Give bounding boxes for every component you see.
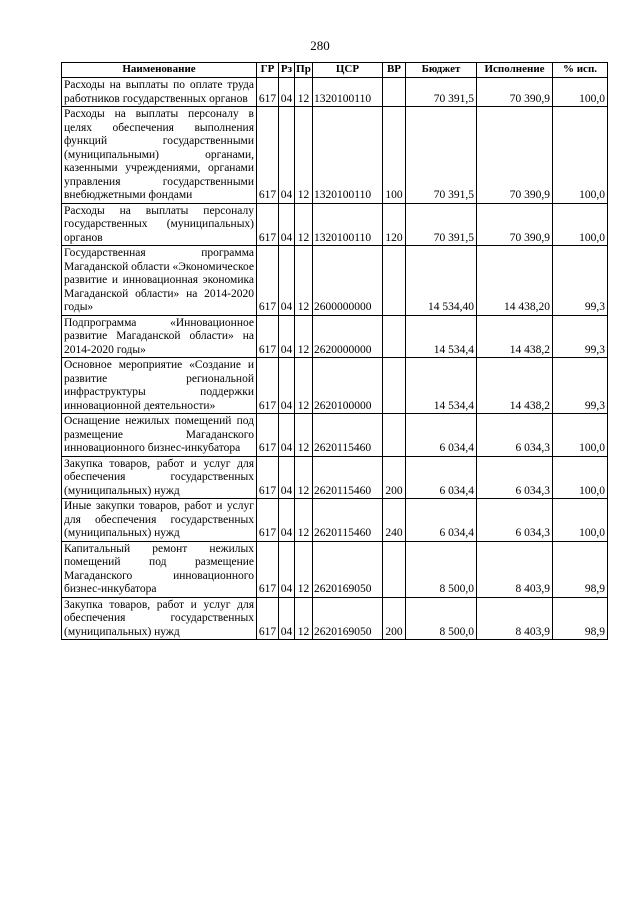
cell-csr: 1320100110 [313, 107, 383, 204]
cell-percent: 100,0 [553, 414, 608, 457]
cell-csr: 2620000000 [313, 315, 383, 358]
cell-execution: 8 403,9 [477, 597, 553, 640]
cell-gr: 617 [257, 203, 279, 246]
cell-gr: 617 [257, 246, 279, 316]
cell-execution: 70 390,9 [477, 107, 553, 204]
cell-gr: 617 [257, 315, 279, 358]
cell-name: Подпрограмма «Инновационное развитие Магаданской области» на 2014-2020 годы» [62, 315, 257, 358]
col-header-execution: Исполнение [477, 63, 553, 78]
cell-csr: 2620115460 [313, 414, 383, 457]
cell-pr: 12 [295, 358, 313, 414]
cell-pr: 12 [295, 315, 313, 358]
col-header-name: Наименование [62, 63, 257, 78]
cell-gr: 617 [257, 78, 279, 107]
cell-pr: 12 [295, 78, 313, 107]
cell-csr: 2620169050 [313, 541, 383, 597]
cell-gr: 617 [257, 107, 279, 204]
cell-rz: 04 [279, 456, 295, 499]
table-row [62, 414, 608, 457]
cell-budget: 8 500,0 [406, 541, 477, 597]
cell-gr: 617 [257, 597, 279, 640]
cell-gr: 617 [257, 358, 279, 414]
cell-budget: 6 034,4 [406, 456, 477, 499]
cell-csr: 2620169050 [313, 597, 383, 640]
cell-csr: 1320100110 [313, 78, 383, 107]
cell-pr: 12 [295, 541, 313, 597]
cell-budget: 14 534,4 [406, 315, 477, 358]
cell-name: Закупка товаров, работ и услуг для обеспечения государственных (муниципальных) нужд [62, 597, 257, 640]
cell-vr: 200 [383, 456, 406, 499]
cell-rz: 04 [279, 358, 295, 414]
cell-gr: 617 [257, 414, 279, 457]
cell-csr: 2620115460 [313, 456, 383, 499]
cell-name: Иные закупки товаров, работ и услуг для обеспечения государственных (муниципальных) нужд [62, 499, 257, 542]
cell-execution: 8 403,9 [477, 541, 553, 597]
cell-pr: 12 [295, 246, 313, 316]
cell-pr: 12 [295, 414, 313, 457]
col-header-percent: % исп. [553, 63, 608, 78]
cell-execution: 6 034,3 [477, 414, 553, 457]
cell-percent: 99,3 [553, 246, 608, 316]
cell-percent: 100,0 [553, 499, 608, 542]
table-row [62, 107, 608, 204]
col-header-pr: Пр [295, 63, 313, 78]
cell-budget: 6 034,4 [406, 499, 477, 542]
cell-rz: 04 [279, 315, 295, 358]
cell-percent: 98,9 [553, 541, 608, 597]
cell-name: Закупка товаров, работ и услуг для обеспечения государственных (муниципальных) нужд [62, 456, 257, 499]
cell-pr: 12 [295, 107, 313, 204]
table-row [62, 246, 608, 316]
cell-vr: 200 [383, 597, 406, 640]
table-row [62, 597, 608, 640]
table-row [62, 358, 608, 414]
cell-execution: 70 390,9 [477, 203, 553, 246]
cell-name: Основное мероприятие «Создание и развитие региональной инфраструктуры поддержки инновационной деятельности» [62, 358, 257, 414]
table-row [62, 456, 608, 499]
table-row [62, 499, 608, 542]
col-header-gr: ГР [257, 63, 279, 78]
cell-csr: 2620100000 [313, 358, 383, 414]
cell-gr: 617 [257, 456, 279, 499]
cell-name: Расходы на выплаты по оплате труда работников государственных органов [62, 78, 257, 107]
cell-budget: 70 391,5 [406, 203, 477, 246]
cell-rz: 04 [279, 107, 295, 204]
cell-execution: 6 034,3 [477, 456, 553, 499]
col-header-rz: Рз [279, 63, 295, 78]
cell-vr: 240 [383, 499, 406, 542]
cell-vr [383, 414, 406, 457]
table-body [62, 78, 608, 640]
cell-execution: 70 390,9 [477, 78, 553, 107]
cell-pr: 12 [295, 456, 313, 499]
table-row [62, 541, 608, 597]
cell-gr: 617 [257, 499, 279, 542]
cell-name: Государственная программа Магаданской области «Экономическое развитие и инновационная экономика Магаданской области» на 2014-2020 годы» [62, 246, 257, 316]
cell-pr: 12 [295, 203, 313, 246]
cell-gr: 617 [257, 541, 279, 597]
cell-execution: 14 438,2 [477, 358, 553, 414]
cell-percent: 100,0 [553, 78, 608, 107]
cell-budget: 70 391,5 [406, 107, 477, 204]
cell-name: Оснащение нежилых помещений под размещение Магаданского инновационного бизнес-инкубатора [62, 414, 257, 457]
cell-budget: 70 391,5 [406, 78, 477, 107]
cell-name: Расходы на выплаты персоналу в целях обеспечения выполнения функций государственными (муниципальными) органами, казенными учреждениями, органами управления государственными внебюджетными фондами [62, 107, 257, 204]
cell-vr [383, 246, 406, 316]
cell-budget: 14 534,4 [406, 358, 477, 414]
cell-rz: 04 [279, 414, 295, 457]
cell-vr [383, 315, 406, 358]
cell-percent: 99,3 [553, 315, 608, 358]
cell-vr [383, 358, 406, 414]
col-header-csr: ЦСР [313, 63, 383, 78]
cell-percent: 99,3 [553, 358, 608, 414]
cell-budget: 6 034,4 [406, 414, 477, 457]
cell-csr: 1320100110 [313, 203, 383, 246]
cell-pr: 12 [295, 499, 313, 542]
cell-budget: 8 500,0 [406, 597, 477, 640]
cell-execution: 14 438,20 [477, 246, 553, 316]
cell-rz: 04 [279, 499, 295, 542]
budget-table [61, 62, 608, 640]
table-row [62, 203, 608, 246]
page-number: 280 [310, 38, 330, 53]
cell-rz: 04 [279, 203, 295, 246]
cell-percent: 100,0 [553, 107, 608, 204]
table-header-row [62, 63, 608, 78]
cell-name: Капитальный ремонт нежилых помещений под размещение Магаданского инновационного бизнес-инкубатора [62, 541, 257, 597]
cell-percent: 98,9 [553, 597, 608, 640]
cell-vr [383, 78, 406, 107]
cell-rz: 04 [279, 246, 295, 316]
cell-vr [383, 541, 406, 597]
cell-name: Расходы на выплаты персоналу государственных (муниципальных) органов [62, 203, 257, 246]
cell-vr: 120 [383, 203, 406, 246]
cell-rz: 04 [279, 78, 295, 107]
cell-execution: 14 438,2 [477, 315, 553, 358]
col-header-budget: Бюджет [406, 63, 477, 78]
cell-pr: 12 [295, 597, 313, 640]
cell-csr: 2620115460 [313, 499, 383, 542]
cell-budget: 14 534,40 [406, 246, 477, 316]
table-row [62, 315, 608, 358]
cell-execution: 6 034,3 [477, 499, 553, 542]
cell-csr: 2600000000 [313, 246, 383, 316]
col-header-vr: ВР [383, 63, 406, 78]
cell-rz: 04 [279, 541, 295, 597]
cell-percent: 100,0 [553, 456, 608, 499]
table-row [62, 78, 608, 107]
cell-rz: 04 [279, 597, 295, 640]
cell-percent: 100,0 [553, 203, 608, 246]
cell-vr: 100 [383, 107, 406, 204]
